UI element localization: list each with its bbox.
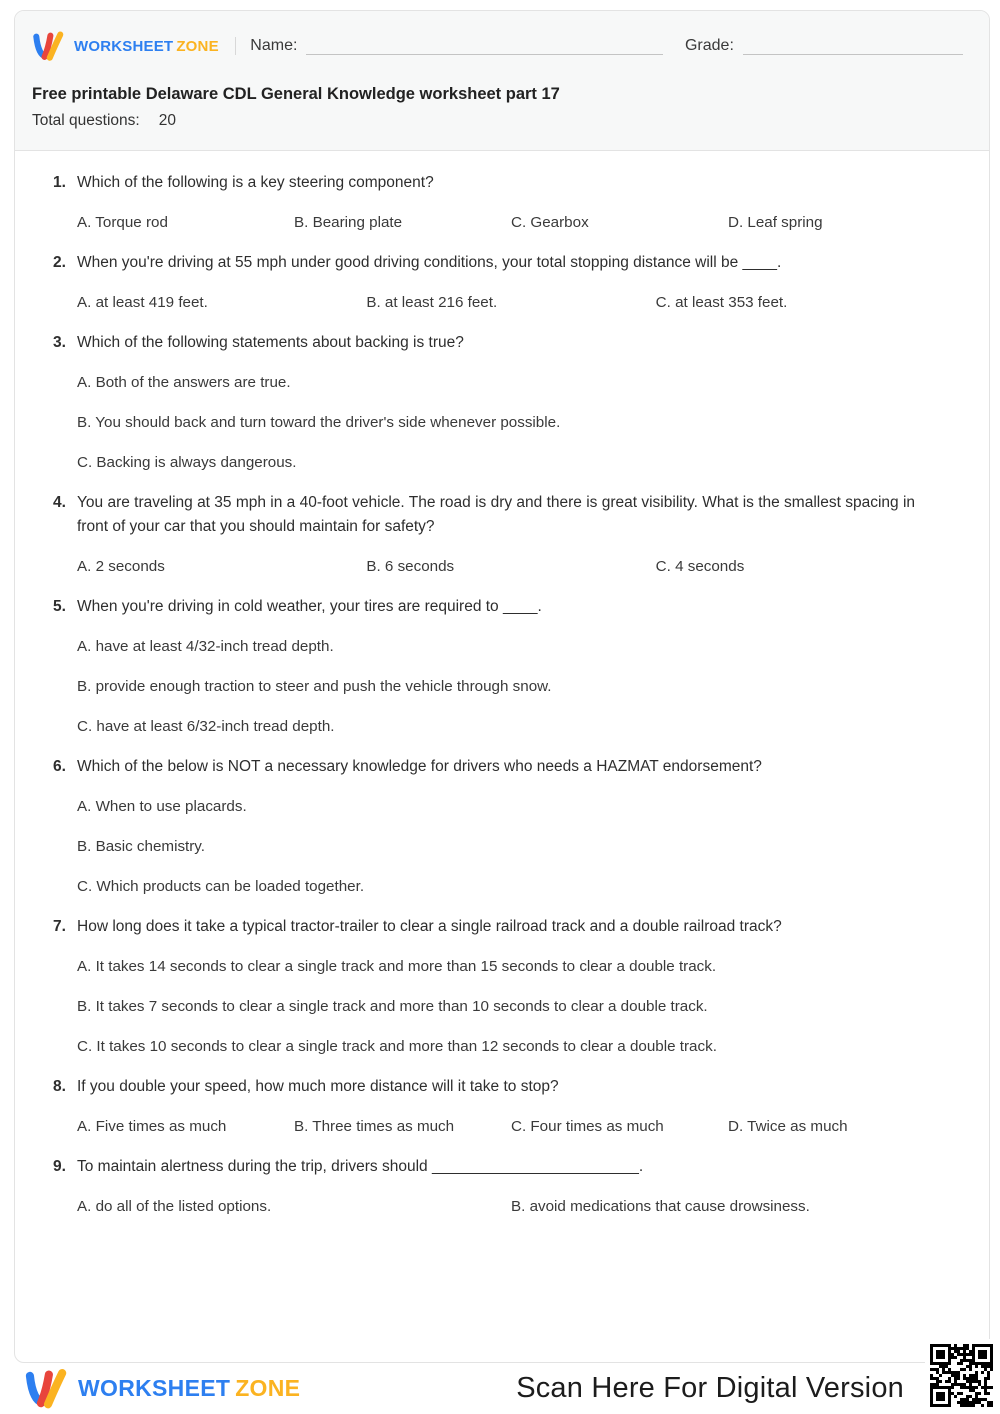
question-text: Which of the below is NOT a necessary knowledge for drivers who needs a HAZMAT endorsement? bbox=[77, 758, 762, 775]
answer-option: B. 6 seconds bbox=[366, 558, 455, 575]
answer-option: C. 4 seconds bbox=[655, 558, 745, 575]
page-title: Free printable Delaware CDL General Knowledge worksheet part 17 bbox=[32, 85, 560, 103]
name-label: Name: bbox=[250, 37, 298, 54]
question-block bbox=[53, 491, 945, 579]
grade-write-line bbox=[743, 53, 963, 55]
brand-text bbox=[78, 1375, 300, 1402]
question-block bbox=[53, 915, 945, 1059]
question-number: 3. bbox=[53, 334, 66, 351]
answer-option: A. have at least 4/32-inch tread depth. bbox=[77, 638, 334, 655]
answer-option: A. Both of the answers are true. bbox=[77, 374, 291, 391]
qr-code-icon bbox=[925, 1339, 998, 1412]
page-footer bbox=[14, 1363, 1000, 1414]
header-separator bbox=[235, 37, 237, 55]
worksheetzone-w-icon bbox=[24, 1367, 70, 1410]
answer-option: A. Five times as much bbox=[77, 1118, 227, 1135]
option-list bbox=[77, 211, 945, 235]
question-text: How long does it take a typical tractor-trailer to clear a single railroad track and a double railroad track? bbox=[77, 918, 782, 935]
worksheet-header bbox=[15, 11, 989, 151]
question-number: 5. bbox=[53, 598, 66, 615]
answer-option: C. It takes 10 seconds to clear a single track and more than 12 seconds to clear a double track. bbox=[77, 1038, 717, 1055]
grade-label: Grade: bbox=[684, 37, 734, 54]
option-list bbox=[77, 555, 945, 579]
option-list bbox=[77, 291, 945, 315]
brand-word-zone: ZONE bbox=[235, 1375, 301, 1401]
name-write-line bbox=[306, 53, 663, 55]
answer-option: D. Twice as much bbox=[728, 1118, 848, 1135]
question-number: 4. bbox=[53, 494, 66, 511]
question-head bbox=[53, 1155, 945, 1179]
question-head bbox=[53, 331, 945, 355]
total-questions-label: Total questions: bbox=[32, 112, 140, 129]
answer-option: A. at least 419 feet. bbox=[77, 294, 208, 311]
answer-option: C. Backing is always dangerous. bbox=[77, 454, 297, 471]
question-head bbox=[53, 595, 945, 619]
total-questions-value: 20 bbox=[158, 112, 176, 129]
question-number: 1. bbox=[53, 174, 66, 191]
question-head bbox=[53, 755, 945, 779]
question-head bbox=[53, 915, 945, 939]
answer-option: B. Bearing plate bbox=[294, 214, 403, 231]
option-list bbox=[77, 1115, 945, 1139]
question-number: 2. bbox=[53, 254, 66, 271]
answer-option: B. provide enough traction to steer and push the vehicle through snow. bbox=[77, 678, 552, 695]
question-text: When you're driving in cold weather, your tires are required to ____. bbox=[77, 598, 542, 615]
answer-option: B. It takes 7 seconds to clear a single track and more than 10 seconds to clear a double track. bbox=[77, 998, 708, 1015]
brand-word-worksheet: WORKSHEET bbox=[78, 1375, 231, 1401]
header-logo-row bbox=[32, 29, 963, 63]
question-block bbox=[53, 331, 945, 475]
question-head bbox=[53, 251, 945, 275]
question-number: 8. bbox=[53, 1078, 66, 1095]
question-block bbox=[53, 251, 945, 315]
answer-option: C. Which products can be loaded together. bbox=[77, 878, 365, 895]
worksheetzone-logo bbox=[32, 30, 219, 62]
answer-option: B. Three times as much bbox=[294, 1118, 455, 1135]
question-number: 9. bbox=[53, 1158, 66, 1175]
option-list bbox=[77, 1195, 945, 1219]
answer-option: B. Basic chemistry. bbox=[77, 838, 205, 855]
question-text: You are traveling at 35 mph in a 40-foot vehicle. The road is dry and there is great visibility. What is the smallest spacing in front of your car that you should maintain for safety? bbox=[77, 494, 916, 535]
answer-option: C. Gearbox bbox=[511, 214, 589, 231]
answer-option: A. do all of the listed options. bbox=[77, 1198, 272, 1215]
scan-here-text: Scan Here For Digital Version bbox=[516, 1372, 904, 1404]
question-text: To maintain alertness during the trip, drivers should ________________________. bbox=[77, 1158, 644, 1175]
answer-option: C. Four times as much bbox=[511, 1118, 664, 1135]
question-head bbox=[53, 1075, 945, 1099]
answer-option: A. When to use placards. bbox=[77, 798, 247, 815]
question-number: 6. bbox=[53, 758, 66, 775]
answer-option: B. avoid medications that cause drowsiness. bbox=[511, 1198, 810, 1215]
question-block bbox=[53, 595, 945, 739]
brand-text bbox=[74, 38, 219, 55]
question-text: Which of the following is a key steering component? bbox=[77, 174, 434, 191]
answer-option: A. It takes 14 seconds to clear a single track and more than 15 seconds to clear a double track. bbox=[77, 958, 717, 975]
question-text: When you're driving at 55 mph under good driving conditions, your total stopping distance will be ____. bbox=[77, 254, 782, 271]
option-list bbox=[77, 635, 945, 739]
question-number: 7. bbox=[53, 918, 66, 935]
answer-option: A. 2 seconds bbox=[77, 558, 165, 575]
brand-word-worksheet: WORKSHEET bbox=[74, 37, 174, 55]
question-text: If you double your speed, how much more distance will it take to stop? bbox=[77, 1078, 559, 1095]
question-head bbox=[53, 491, 945, 539]
question-block bbox=[53, 171, 945, 235]
answer-option: A. Torque rod bbox=[77, 214, 168, 231]
option-list bbox=[77, 955, 945, 1059]
worksheetzone-w-icon bbox=[32, 30, 66, 62]
answer-option: B. at least 216 feet. bbox=[366, 294, 498, 311]
question-block bbox=[53, 1155, 945, 1219]
question-list bbox=[15, 151, 989, 1219]
answer-option: D. Leaf spring bbox=[728, 214, 823, 231]
question-block bbox=[53, 755, 945, 899]
question-text: Which of the following statements about backing is true? bbox=[77, 334, 464, 351]
brand-word-zone: ZONE bbox=[176, 37, 219, 55]
answer-option: C. have at least 6/32-inch tread depth. bbox=[77, 718, 335, 735]
footer-worksheetzone-logo bbox=[24, 1367, 300, 1410]
answer-option: B. You should back and turn toward the driver's side whenever possible. bbox=[77, 414, 561, 431]
answer-option: C. at least 353 feet. bbox=[655, 294, 788, 311]
option-list bbox=[77, 795, 945, 899]
question-block bbox=[53, 1075, 945, 1139]
option-list bbox=[77, 371, 945, 475]
question-head bbox=[53, 171, 945, 195]
total-questions-row bbox=[32, 111, 963, 130]
worksheet-card bbox=[14, 10, 990, 1363]
